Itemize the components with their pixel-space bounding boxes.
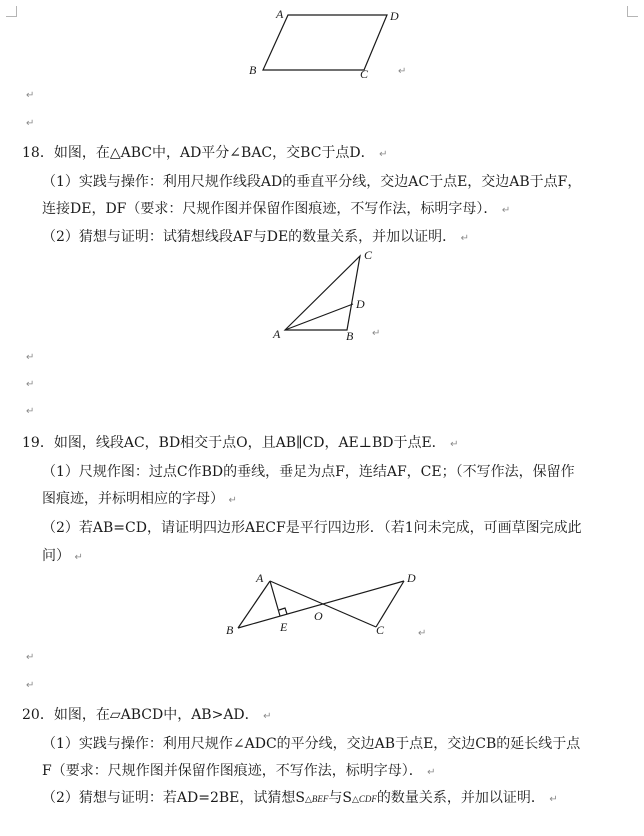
paragraph-mark: ↵ — [398, 66, 407, 77]
paragraph-mark: ↵ — [26, 379, 35, 390]
label-D: D — [390, 9, 399, 23]
paragraph-mark: ↵ — [379, 149, 388, 160]
q18-part2 — [42, 226, 469, 246]
q19-part1-text-b: 图痕迹，并标明相应的字母） — [42, 491, 224, 507]
q20-part1-line2 — [42, 760, 436, 780]
q20-part2-text-mid: 与S — [328, 790, 352, 806]
q20-subscript-cdf: △CDF — [352, 794, 377, 804]
q19-part2-text-a: （2）若AB=CD，请证明四边形AECF是平行四边形．（若1问未完成，可画草图完成此 — [42, 520, 582, 536]
q20-part1-text-b: F（要求：尺规作图并保留作图痕迹，不写作法，标明字母）． — [42, 763, 423, 779]
figure-crossing-segments — [222, 568, 432, 640]
q20-part2-text-post: 的数量关系，并加以证明． — [376, 790, 545, 806]
paragraph-mark: ↵ — [418, 628, 427, 639]
q19-part2-line2 — [42, 545, 83, 565]
paragraph-mark: ↵ — [26, 680, 35, 691]
q18-part2-text: （2）猜想与证明：试猜想线段AF与DE的数量关系，并加以证明． — [42, 229, 457, 245]
paragraph-mark: ↵ — [26, 652, 35, 663]
q18-stem-text: 如图，在△ABC中，AD平分∠BAC，交BC于点D． — [53, 145, 375, 161]
label-O: O — [314, 609, 323, 623]
q19-part2-line1 — [42, 517, 582, 537]
q18-part1-line1 — [42, 171, 581, 191]
paragraph-mark: ↵ — [26, 406, 35, 417]
label-C: C — [376, 623, 385, 637]
paragraph-mark: ↵ — [228, 495, 237, 506]
figure-parallelogram — [240, 0, 420, 82]
paragraph-mark: ↵ — [26, 118, 35, 129]
label-C: C — [364, 248, 373, 262]
q18-part1-line2 — [42, 198, 510, 218]
q20-part1-line1 — [42, 733, 580, 753]
q19-stem — [22, 432, 459, 452]
q20-part1-text-a: （1）实践与操作：利用尺规作∠ADC的平分线，交边AB于点E，交边CB的延长线于点 — [42, 736, 581, 752]
label-B: B — [226, 623, 234, 637]
corner-mark-top-right — [627, 6, 638, 17]
paragraph-mark: ↵ — [372, 328, 381, 339]
q18-part1-text-a: （1）实践与操作：利用尺规作线段AD的垂直平分线，交边AC于点E，交边AB于点F， — [42, 174, 582, 190]
label-C: C — [360, 67, 369, 81]
paragraph-mark: ↵ — [26, 352, 35, 363]
paragraph-mark: ↵ — [501, 205, 511, 216]
segment-ab — [238, 581, 270, 628]
q19-part1-text-a: （1）尺规作图：过点C作BD的垂线，垂足为点F，连结AF，CE；（不写作法，保留作 — [42, 464, 575, 480]
q18-part1-text-b: 连接DE，DF（要求：尺规作图并保留作图痕迹，不写作法，标明字母）． — [42, 201, 498, 217]
label-D: D — [356, 297, 365, 311]
q19-part2-text-b: 问） — [42, 548, 70, 564]
label-D: D — [407, 571, 416, 585]
q20-subscript-bef: △BEF — [304, 794, 329, 804]
right-angle-mark — [279, 608, 287, 614]
q20-part2-text-pre: （2）猜想与证明：若AD=2BE，试猜想S — [42, 790, 305, 806]
q18-stem — [22, 142, 387, 162]
label-A: A — [256, 571, 264, 585]
label-A: A — [276, 7, 284, 21]
segment-ae — [270, 581, 280, 616]
q20-part2 — [42, 787, 558, 807]
paragraph-mark: ↵ — [460, 233, 470, 244]
q19-part1-line1 — [42, 461, 575, 481]
triangle-shape — [285, 256, 360, 330]
label-A: A — [273, 327, 281, 341]
figure-triangle-abc — [266, 244, 386, 344]
paragraph-mark: ↵ — [549, 794, 558, 805]
paragraph-mark: ↵ — [263, 711, 272, 722]
corner-mark-top-left — [6, 6, 17, 17]
q20-number: 20． — [22, 707, 54, 723]
q19-part1-line2 — [42, 488, 237, 508]
paragraph-mark: ↵ — [26, 90, 35, 101]
segment-ad — [285, 304, 353, 330]
label-B: B — [346, 329, 354, 343]
paragraph-mark: ↵ — [74, 552, 83, 563]
q18-number: 18． — [22, 145, 54, 161]
q20-stem — [22, 704, 272, 724]
label-E: E — [280, 620, 288, 634]
q19-stem-text: 如图，线段AC，BD相交于点O，且AB∥CD，AE⊥BD于点E． — [53, 435, 446, 451]
q20-stem-text: 如图，在▱ABCD中，AB>AD． — [53, 707, 259, 723]
paragraph-mark: ↵ — [427, 767, 436, 778]
paragraph-mark: ↵ — [450, 439, 459, 450]
parallelogram-shape — [263, 15, 387, 70]
q19-number: 19． — [22, 435, 54, 451]
label-B: B — [249, 63, 257, 77]
